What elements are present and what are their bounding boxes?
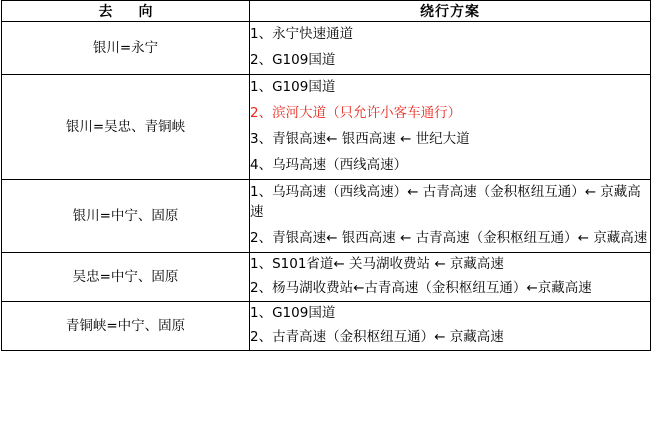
plan-line: 2、G109国道 (250, 51, 336, 68)
plan-list (250, 22, 651, 75)
table-body (2, 1, 651, 351)
plan-line: 2、古青高速（金积枢纽互通）← 京藏高速 (250, 329, 504, 346)
plan-list (250, 302, 651, 351)
plan-line: 1、乌玛高速（西线高速）← 古青高速（金积枢纽互通）← 京藏高速 (250, 183, 641, 221)
plan-list (250, 179, 651, 253)
route-label: 银川=中宁、固原 (2, 179, 250, 253)
table-row (2, 302, 651, 351)
plan-line-highlighted: 2、滨河大道（只允许小客车通行） (250, 104, 462, 121)
table-row (2, 179, 651, 253)
route-label: 银川=永宁 (2, 22, 250, 75)
table-row (2, 74, 651, 179)
plan-line: 2、青银高速← 银西高速 ← 古青高速（金积枢纽互通）← 京藏高速 (250, 230, 648, 247)
plan-line: 2、杨马湖收费站←古青高速（金积枢纽互通）←京藏高速 (250, 280, 592, 297)
table-row (2, 22, 651, 75)
plan-line: 4、乌玛高速（西线高速） (250, 156, 408, 173)
route-label: 吴忠=中宁、固原 (2, 253, 250, 302)
plan-list (250, 74, 651, 179)
plan-list (250, 253, 651, 302)
route-label: 银川=吴忠、青铜峡 (2, 74, 250, 179)
detour-table (1, 0, 651, 351)
header-route: 去 向 (2, 1, 250, 22)
plan-line: 1、永宁快速通道 (250, 26, 354, 42)
route-label: 青铜峡=中宁、固原 (2, 302, 250, 351)
plan-line: 1、G109国道 (250, 305, 336, 322)
plan-line: 1、G109国道 (250, 78, 336, 95)
table-header-row (2, 1, 651, 22)
plan-line: 3、青银高速← 银西高速 ← 世纪大道 (250, 130, 470, 147)
plan-line: 1、S101省道← 关马湖收费站 ← 京藏高速 (250, 256, 504, 273)
table-row (2, 253, 651, 302)
header-plan: 绕行方案 (250, 1, 651, 22)
